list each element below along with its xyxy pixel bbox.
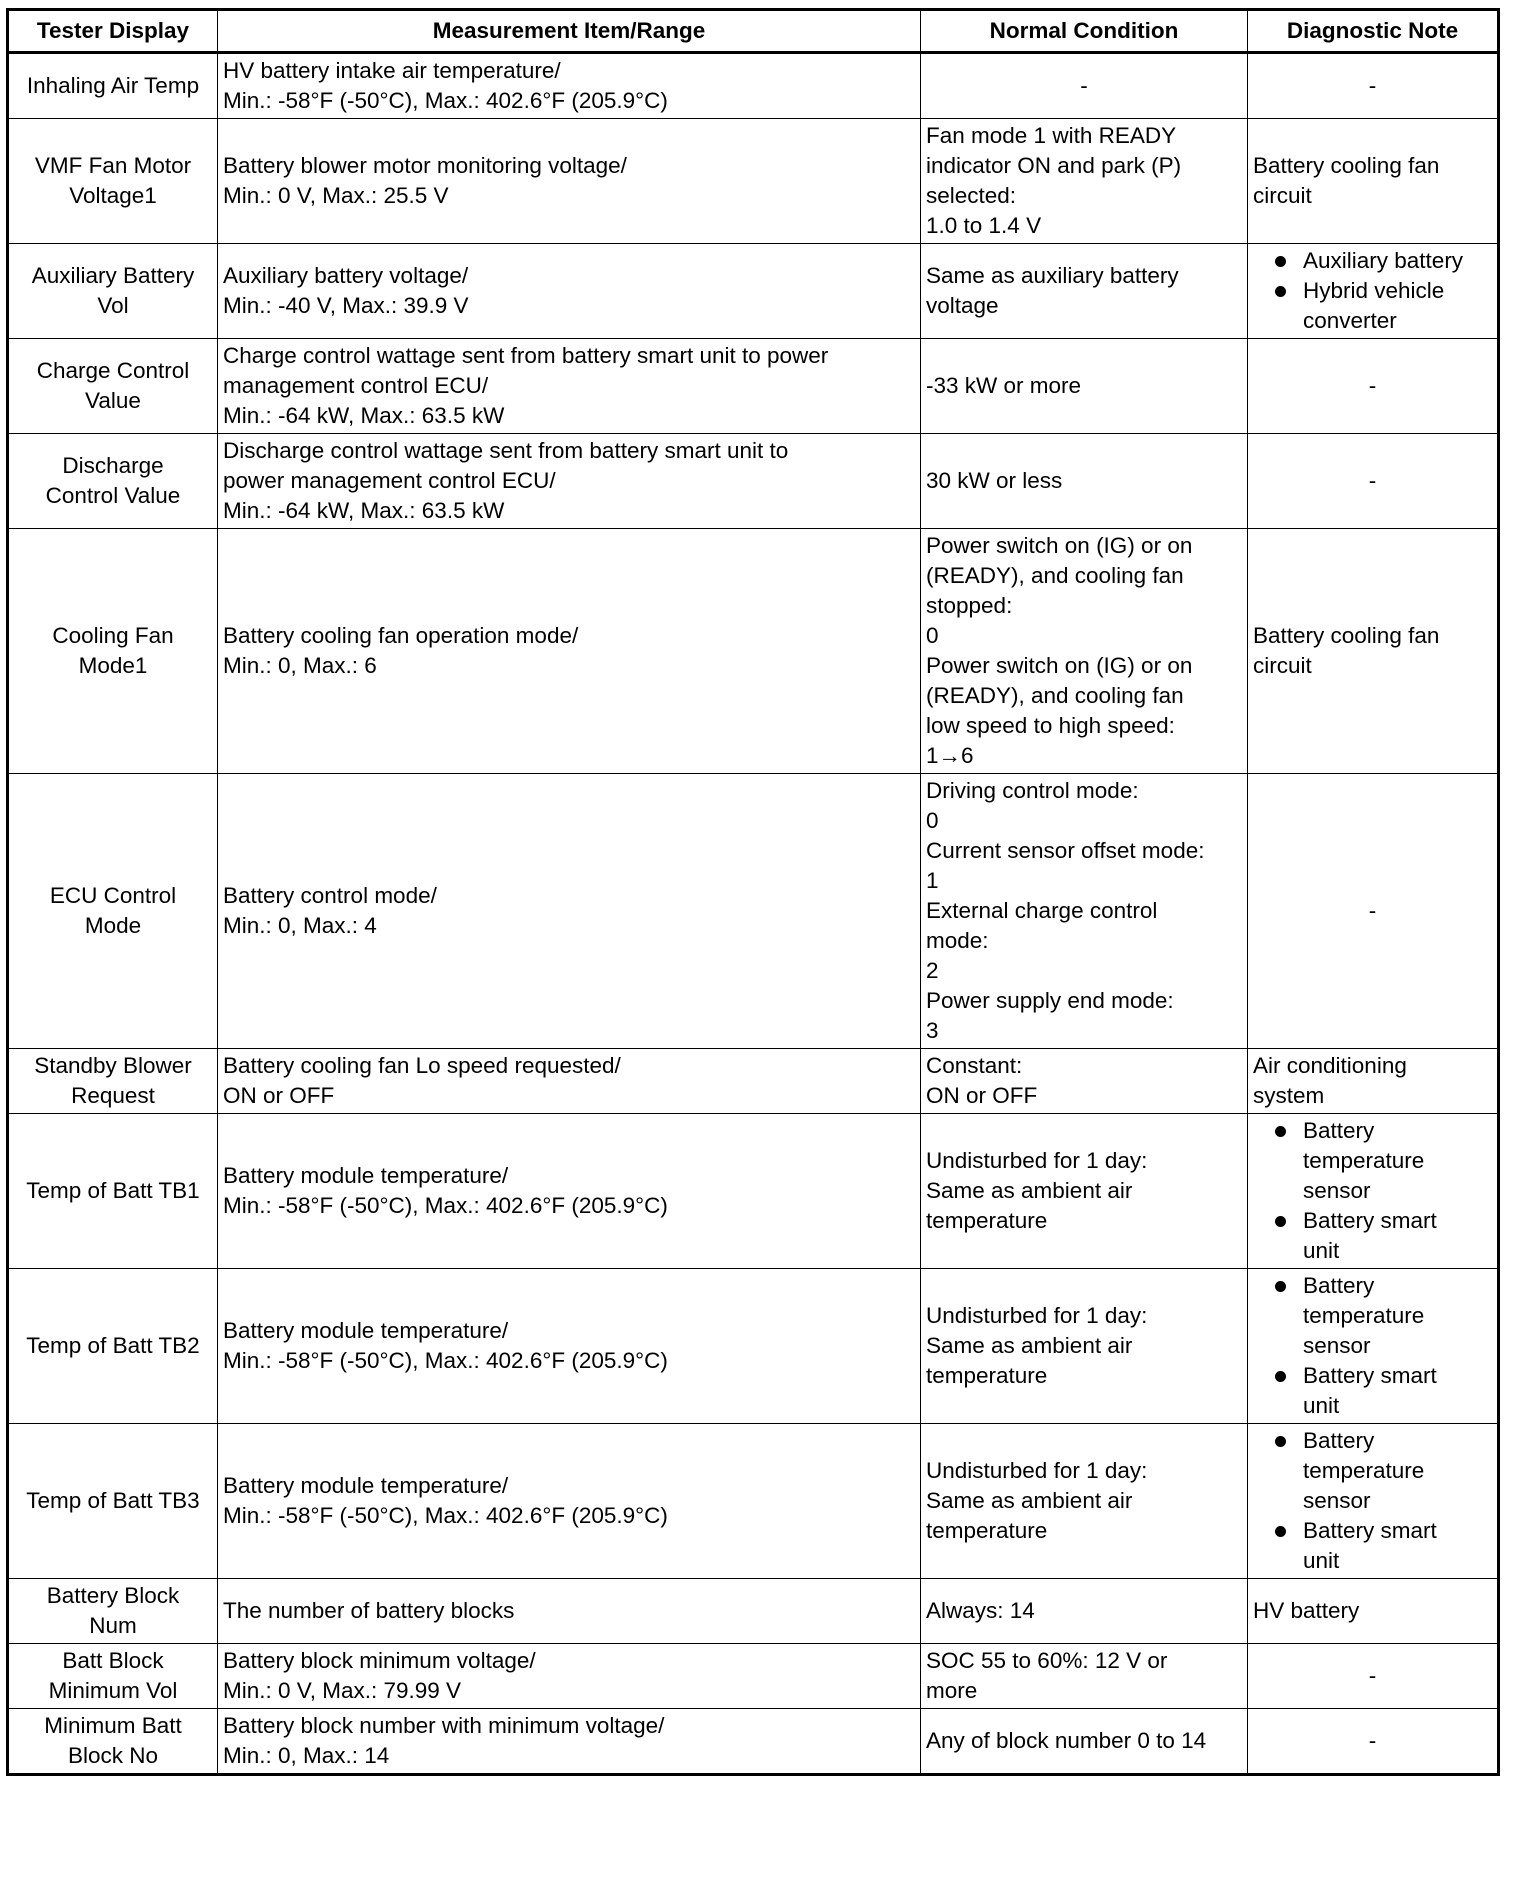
diagnostic-note-cell	[1248, 1269, 1499, 1424]
diagnostic-bullet-line: temperature	[1303, 1458, 1425, 1483]
measurement-cell	[218, 774, 921, 1049]
measurement-cell	[218, 1644, 921, 1709]
measurement-cell-line: Min.: -64 kW, Max.: 63.5 kW	[223, 498, 505, 523]
normal-condition-cell-line: (READY), and cooling fan	[926, 683, 1184, 708]
normal-condition-cell-line: -33 kW or more	[926, 373, 1082, 398]
normal-condition-cell-line: Power switch on (IG) or on	[926, 533, 1193, 558]
table-row	[8, 529, 1499, 774]
header-diagnostic-note: Diagnostic Note	[1248, 10, 1499, 53]
table-row	[8, 774, 1499, 1049]
diagnostic-note-cell-line: -	[1368, 898, 1377, 923]
table-row	[8, 53, 1499, 119]
diagnostic-note-cell	[1248, 1644, 1499, 1709]
measurement-cell-line: Min.: -58°F (-50°C), Max.: 402.6°F (205.9°C)	[223, 1193, 668, 1218]
normal-condition-cell-line: Power switch on (IG) or on	[926, 653, 1193, 678]
measurement-cell-line: Min.: 0, Max.: 6	[223, 653, 377, 678]
diagnostic-note-cell	[1248, 774, 1499, 1049]
normal-condition-cell	[921, 1644, 1248, 1709]
diagnostic-bullet-line: Auxiliary battery	[1303, 248, 1464, 273]
tester-display-cell	[8, 53, 218, 119]
diagnostic-note-cell-line: -	[1368, 1728, 1377, 1753]
header-tester-display: Tester Display	[8, 10, 218, 53]
normal-condition-cell-line: stopped:	[926, 593, 1013, 618]
diagnostic-bullet-line: unit	[1303, 1548, 1340, 1573]
tester-display-cell	[8, 1114, 218, 1269]
measurement-cell-line: Min.: -58°F (-50°C), Max.: 402.6°F (205.9°C)	[223, 1348, 668, 1373]
normal-condition-cell-line: External charge control	[926, 898, 1158, 923]
normal-condition-cell-line: mode:	[926, 928, 989, 953]
measurement-cell-line: Min.: -58°F (-50°C), Max.: 402.6°F (205.9°C)	[223, 88, 668, 113]
tester-display-cell-line: Batt Block	[62, 1648, 164, 1673]
normal-condition-cell	[921, 1269, 1248, 1424]
normal-condition-cell	[921, 119, 1248, 244]
measurement-cell-line: Min.: -58°F (-50°C), Max.: 402.6°F (205.9°C)	[223, 1503, 668, 1528]
normal-condition-cell	[921, 1424, 1248, 1579]
diagnostic-bullet-item	[1253, 1206, 1492, 1266]
diagnostic-bullet-line: Battery	[1303, 1428, 1375, 1453]
measurement-cell-line: ON or OFF	[223, 1083, 335, 1108]
tester-display-cell-line: Temp of Batt TB1	[26, 1178, 200, 1203]
diagnostic-note-cell-line: system	[1253, 1083, 1325, 1108]
header-normal-condition: Normal Condition	[921, 10, 1248, 53]
measurement-cell-line: Battery module temperature/	[223, 1318, 509, 1343]
tester-display-cell-line: Request	[71, 1083, 155, 1108]
normal-condition-cell-line: temperature	[926, 1363, 1048, 1388]
diagnostic-note-cell-line: circuit	[1253, 653, 1312, 678]
diagnostic-bullet-line: sensor	[1303, 1333, 1371, 1358]
normal-condition-cell-line: Current sensor offset mode:	[926, 838, 1205, 863]
diagnostic-note-cell	[1248, 1709, 1499, 1775]
measurement-cell-line: Min.: 0 V, Max.: 25.5 V	[223, 183, 449, 208]
measurement-cell-line: Min.: 0 V, Max.: 79.99 V	[223, 1678, 462, 1703]
diagnostic-note-cell	[1248, 119, 1499, 244]
diagnostic-bullet-line: Hybrid vehicle	[1303, 278, 1445, 303]
normal-condition-cell	[921, 1114, 1248, 1269]
normal-condition-cell-line: 3	[926, 1018, 939, 1043]
measurement-cell	[218, 1049, 921, 1114]
normal-condition-cell-line: 30 kW or less	[926, 468, 1063, 493]
measurement-cell-line: HV battery intake air temperature/	[223, 58, 561, 83]
tester-display-cell	[8, 244, 218, 339]
measurement-cell-line: Battery module temperature/	[223, 1163, 509, 1188]
normal-condition-cell-line: SOC 55 to 60%: 12 V or	[926, 1648, 1168, 1673]
normal-condition-cell-line: 1	[926, 868, 939, 893]
header-measurement-item: Measurement Item/Range	[218, 10, 921, 53]
tester-display-cell	[8, 1709, 218, 1775]
normal-condition-cell-line: selected:	[926, 183, 1017, 208]
diagnostic-bullet-item	[1253, 276, 1492, 336]
normal-condition-cell	[921, 53, 1248, 119]
measurement-cell	[218, 1269, 921, 1424]
normal-condition-cell-line: 0	[926, 623, 939, 648]
tester-display-cell	[8, 1579, 218, 1644]
diagnostic-bullet-line: converter	[1303, 308, 1397, 333]
diagnostic-bullet-item	[1253, 1116, 1492, 1206]
tester-display-cell-line: Discharge	[62, 453, 164, 478]
table-row	[8, 339, 1499, 434]
normal-condition-cell-line: Driving control mode:	[926, 778, 1139, 803]
diagnostic-bullet-item	[1253, 1426, 1492, 1516]
normal-condition-cell-line: Any of block number 0 to 14	[926, 1728, 1207, 1753]
tester-display-cell	[8, 119, 218, 244]
measurement-cell-line: Min.: -64 kW, Max.: 63.5 kW	[223, 403, 505, 428]
normal-condition-cell-line: ON or OFF	[926, 1083, 1038, 1108]
tester-display-cell-line: Standby Blower	[34, 1053, 192, 1078]
tester-display-cell-line: Voltage1	[69, 183, 157, 208]
normal-condition-cell-line: Undisturbed for 1 day:	[926, 1148, 1148, 1173]
diagnostic-bullet-list	[1253, 246, 1492, 336]
normal-condition-cell-line: low speed to high speed:	[926, 713, 1175, 738]
tester-display-cell	[8, 529, 218, 774]
tester-display-cell-line: Minimum Vol	[48, 1678, 178, 1703]
diagnostic-bullet-item	[1253, 1271, 1492, 1361]
normal-condition-cell	[921, 774, 1248, 1049]
diagnostic-bullet-line: sensor	[1303, 1178, 1371, 1203]
data-list-table	[6, 8, 1500, 1776]
tester-display-cell-line: Auxiliary Battery	[31, 263, 195, 288]
tester-display-cell-line: Minimum Batt	[44, 1713, 182, 1738]
normal-condition-cell-line: 2	[926, 958, 939, 983]
table-row	[8, 1709, 1499, 1775]
diagnostic-bullet-line: temperature	[1303, 1148, 1425, 1173]
tester-display-cell	[8, 1269, 218, 1424]
table-row	[8, 1644, 1499, 1709]
tester-display-cell-line: Charge Control	[36, 358, 190, 383]
normal-condition-cell-line: Power supply end mode:	[926, 988, 1174, 1013]
diagnostic-bullet-line: unit	[1303, 1393, 1340, 1418]
measurement-cell-line: Auxiliary battery voltage/	[223, 263, 469, 288]
normal-condition-cell	[921, 244, 1248, 339]
diagnostic-note-cell	[1248, 1114, 1499, 1269]
normal-condition-cell-line: Undisturbed for 1 day:	[926, 1458, 1148, 1483]
tester-display-cell	[8, 1049, 218, 1114]
diagnostic-bullet-line: Battery smart	[1303, 1208, 1437, 1233]
tester-display-cell-line: Temp of Batt TB2	[26, 1333, 200, 1358]
diagnostic-note-cell-line: -	[1368, 1663, 1377, 1688]
normal-condition-cell-line: Undisturbed for 1 day:	[926, 1303, 1148, 1328]
normal-condition-cell-line: 1→6	[926, 743, 974, 768]
tester-display-cell-line: Inhaling Air Temp	[26, 73, 200, 98]
diagnostic-bullet-item	[1253, 1361, 1492, 1421]
diagnostic-bullet-line: Battery smart	[1303, 1518, 1437, 1543]
tester-display-cell	[8, 1424, 218, 1579]
diagnostic-note-cell	[1248, 53, 1499, 119]
tester-display-cell-line: Value	[85, 388, 141, 413]
normal-condition-cell	[921, 1049, 1248, 1114]
diagnostic-note-cell	[1248, 244, 1499, 339]
measurement-cell	[218, 1424, 921, 1579]
measurement-cell-line: Discharge control wattage sent from battery smart unit to	[223, 438, 789, 463]
tester-display-cell-line: Battery Block	[46, 1583, 180, 1608]
diagnostic-bullet-list	[1253, 1271, 1492, 1421]
normal-condition-cell	[921, 529, 1248, 774]
table-row	[8, 1424, 1499, 1579]
normal-condition-cell-line: Fan mode 1 with READY	[926, 123, 1177, 148]
measurement-cell-line: Battery block number with minimum voltage/	[223, 1713, 665, 1738]
normal-condition-cell-line: 0	[926, 808, 939, 833]
measurement-cell	[218, 434, 921, 529]
diagnostic-note-cell-line: -	[1368, 468, 1377, 493]
normal-condition-cell-line: 1.0 to 1.4 V	[926, 213, 1042, 238]
normal-condition-cell-line: Constant:	[926, 1053, 1023, 1078]
tester-display-cell-line: Mode1	[78, 653, 148, 678]
table-row	[8, 434, 1499, 529]
tester-display-cell-line: Control Value	[45, 483, 181, 508]
normal-condition-cell-line: Same as ambient air	[926, 1488, 1133, 1513]
diagnostic-bullet-line: Battery	[1303, 1273, 1375, 1298]
diagnostic-note-cell	[1248, 1424, 1499, 1579]
tester-display-cell-line: Num	[89, 1613, 137, 1638]
normal-condition-cell-line: temperature	[926, 1208, 1048, 1233]
measurement-cell	[218, 119, 921, 244]
measurement-cell	[218, 244, 921, 339]
table-row	[8, 1049, 1499, 1114]
diagnostic-note-cell-line: HV battery	[1253, 1598, 1360, 1623]
tester-display-cell	[8, 339, 218, 434]
measurement-cell-line: Min.: 0, Max.: 4	[223, 913, 377, 938]
diagnostic-bullet-list	[1253, 1116, 1492, 1266]
diagnostic-bullet-line: Battery smart	[1303, 1363, 1437, 1388]
diagnostic-bullet-line: sensor	[1303, 1488, 1371, 1513]
normal-condition-cell-line: temperature	[926, 1518, 1048, 1543]
normal-condition-cell-line: more	[926, 1678, 978, 1703]
measurement-cell	[218, 1579, 921, 1644]
diagnostic-note-cell	[1248, 434, 1499, 529]
diagnostic-note-cell-line: Battery cooling fan	[1253, 623, 1440, 648]
normal-condition-cell-line: Same as auxiliary battery	[926, 263, 1179, 288]
normal-condition-cell	[921, 434, 1248, 529]
measurement-cell-line: Battery blower motor monitoring voltage/	[223, 153, 627, 178]
normal-condition-cell-line: voltage	[926, 293, 999, 318]
tester-display-cell-line: VMF Fan Motor	[34, 153, 192, 178]
measurement-cell-line: Min.: -40 V, Max.: 39.9 V	[223, 293, 469, 318]
measurement-cell-line: Battery cooling fan operation mode/	[223, 623, 579, 648]
diagnostic-note-cell	[1248, 1579, 1499, 1644]
measurement-cell-line: Battery block minimum voltage/	[223, 1648, 536, 1673]
header-row	[8, 10, 1499, 53]
normal-condition-cell-line: indicator ON and park (P)	[926, 153, 1182, 178]
tester-display-cell-line: Mode	[84, 913, 142, 938]
diagnostic-note-cell-line: circuit	[1253, 183, 1312, 208]
measurement-cell	[218, 1114, 921, 1269]
table-row	[8, 1269, 1499, 1424]
table-row	[8, 119, 1499, 244]
table-row	[8, 1114, 1499, 1269]
diagnostic-bullet-item	[1253, 1516, 1492, 1576]
diagnostic-note-cell	[1248, 529, 1499, 774]
measurement-cell-line: Battery module temperature/	[223, 1473, 509, 1498]
normal-condition-cell-line: -	[1080, 73, 1088, 98]
normal-condition-cell	[921, 1579, 1248, 1644]
tester-display-cell-line: Vol	[97, 293, 129, 318]
normal-condition-cell	[921, 339, 1248, 434]
normal-condition-cell-line: Always: 14	[926, 1598, 1035, 1623]
diagnostic-bullet-line: temperature	[1303, 1303, 1425, 1328]
normal-condition-cell-line: Same as ambient air	[926, 1178, 1133, 1203]
measurement-cell-line: Battery cooling fan Lo speed requested/	[223, 1053, 621, 1078]
diagnostic-note-cell-line: -	[1368, 73, 1377, 98]
measurement-cell-line: Charge control wattage sent from battery smart unit to power	[223, 343, 829, 368]
normal-condition-cell-line: Same as ambient air	[926, 1333, 1133, 1358]
tester-display-cell-line: Block No	[67, 1743, 159, 1768]
tester-display-cell-line: ECU Control	[49, 883, 177, 908]
measurement-cell	[218, 529, 921, 774]
measurement-cell	[218, 339, 921, 434]
normal-condition-cell-line: (READY), and cooling fan	[926, 563, 1184, 588]
measurement-cell-line: management control ECU/	[223, 373, 489, 398]
table-row	[8, 244, 1499, 339]
diagnostic-note-cell-line: Air conditioning	[1253, 1053, 1407, 1078]
tester-display-cell	[8, 434, 218, 529]
diagnostic-bullet-line: unit	[1303, 1238, 1340, 1263]
normal-condition-cell	[921, 1709, 1248, 1775]
tester-display-cell	[8, 1644, 218, 1709]
measurement-cell-line: Min.: 0, Max.: 14	[223, 1743, 390, 1768]
diagnostic-bullet-list	[1253, 1426, 1492, 1576]
tester-display-cell	[8, 774, 218, 1049]
table-body	[8, 53, 1499, 1775]
diagnostic-bullet-item	[1253, 246, 1492, 276]
measurement-cell	[218, 1709, 921, 1775]
diagnostic-note-cell-line: -	[1368, 373, 1377, 398]
measurement-cell-line: Battery control mode/	[223, 883, 437, 908]
measurement-cell-line: The number of battery blocks	[223, 1598, 515, 1623]
diagnostic-bullet-line: Battery	[1303, 1118, 1375, 1143]
measurement-cell	[218, 53, 921, 119]
tester-display-cell-line: Temp of Batt TB3	[26, 1488, 200, 1513]
tester-display-cell-line: Cooling Fan	[52, 623, 174, 648]
measurement-cell-line: power management control ECU/	[223, 468, 556, 493]
diagnostic-note-cell	[1248, 339, 1499, 434]
diagnostic-note-cell-line: Battery cooling fan	[1253, 153, 1440, 178]
diagnostic-note-cell	[1248, 1049, 1499, 1114]
table-row	[8, 1579, 1499, 1644]
